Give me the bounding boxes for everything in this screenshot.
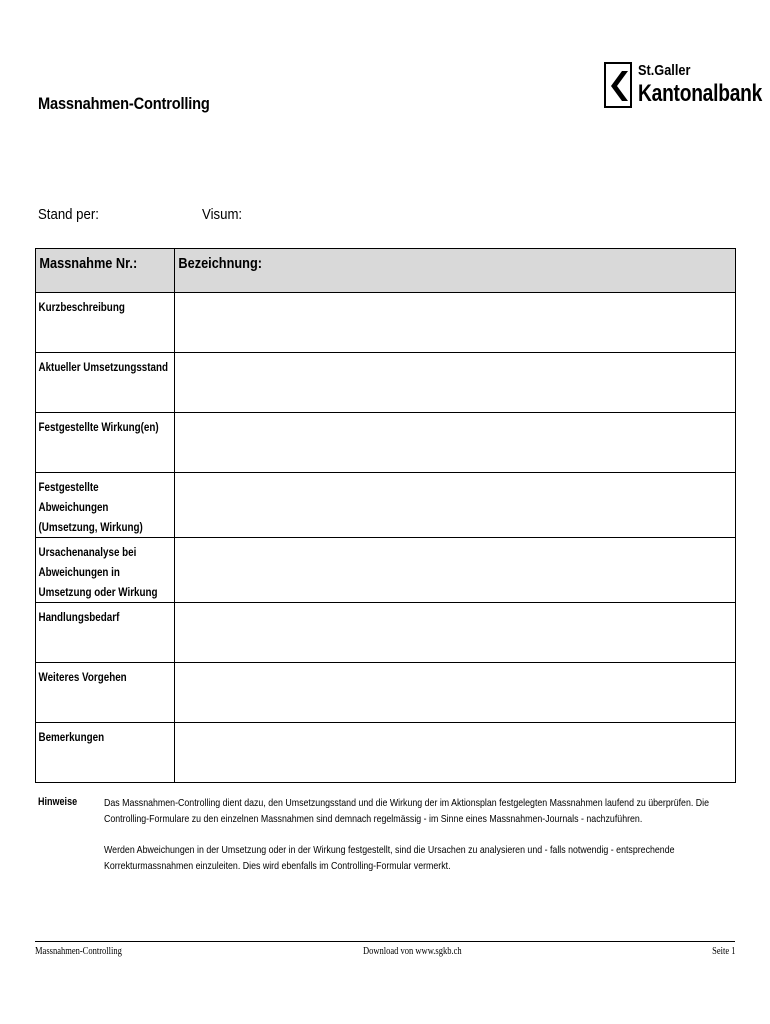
row-label-abweichungen: Festgestellte Abweichungen (Umsetzung, Wirkung) — [38, 480, 143, 534]
footer-download-link[interactable]: Download von www.sgkb.ch — [363, 946, 462, 957]
hinweise-paragraph-1: Das Massnahmen-Controlling dient dazu, den Umsetzungsstand und die Wirkung der im Aktionsplan festgelegten Massnahmen laufend zu überprüfen. Die Controlling-Formulare zu den einzelnen Massnahmen sind demnach regelmässig - im Sinne eines Massnahmen-Journals - nachzuführen. — [104, 797, 710, 825]
controlling-form-table — [35, 248, 736, 783]
field-weiteres-vorgehen[interactable] — [175, 663, 736, 723]
row-label-kurzbeschreibung: Kurzbeschreibung — [38, 300, 125, 314]
table-row — [36, 293, 736, 353]
row-label-bemerkungen: Bemerkungen — [38, 730, 105, 744]
table-row — [36, 663, 736, 723]
logo-text-line2: Kantonalbank — [638, 80, 763, 107]
row-label-umsetzungsstand: Aktueller Umsetzungsstand — [38, 360, 169, 374]
sgkb-bracket-logo-icon — [604, 62, 632, 108]
row-label-handlungsbedarf: Handlungsbedarf — [38, 610, 120, 624]
field-kurzbeschreibung[interactable] — [175, 293, 736, 353]
field-wirkungen[interactable] — [175, 413, 736, 473]
field-bemerkungen[interactable] — [175, 723, 736, 783]
stand-per-label: Stand per: — [38, 206, 99, 223]
footer-document-name: Massnahmen-Controlling — [35, 946, 122, 957]
field-abweichungen[interactable] — [175, 473, 736, 538]
row-label-wirkungen: Festgestellte Wirkung(en) — [38, 420, 159, 434]
table-row — [36, 723, 736, 783]
field-handlungsbedarf[interactable] — [175, 603, 736, 663]
footer-page-number: Seite 1 — [711, 946, 735, 957]
bank-logo — [604, 62, 763, 112]
logo-text-line1: St.Galler — [638, 62, 691, 79]
footer-divider — [35, 941, 735, 942]
bezeichnung-label: Bezeichnung: — [178, 255, 262, 272]
visum-label: Visum: — [202, 206, 243, 223]
table-header-row — [36, 249, 736, 293]
bezeichnung-cell[interactable] — [175, 249, 736, 293]
massnahme-nr-label: Massnahme Nr.: — [39, 255, 138, 272]
page-title: Massnahmen-Controlling — [38, 94, 210, 113]
table-row — [36, 353, 736, 413]
table-row — [36, 413, 736, 473]
table-row — [36, 473, 736, 538]
table-row — [36, 538, 736, 603]
hinweise-label: Hinweise — [38, 796, 78, 808]
field-umsetzungsstand[interactable] — [175, 353, 736, 413]
row-label-ursachenanalyse: Ursachenanalyse bei Abweichungen in Umsetzung oder Wirkung — [38, 545, 158, 599]
field-ursachenanalyse[interactable] — [175, 538, 736, 603]
row-label-weiteres-vorgehen: Weiteres Vorgehen — [38, 670, 127, 684]
massnahme-nr-cell[interactable] — [36, 249, 175, 293]
hinweise-paragraph-2: Werden Abweichungen in der Umsetzung oder in der Wirkung festgestellt, sind die Ursachen zu analysieren und - falls notwendig - entsprechende Korrekturmassnahmen einzuleiten. Dies wird ebenfalls im Controlling-Formular vermerkt. — [104, 844, 675, 872]
table-row — [36, 603, 736, 663]
